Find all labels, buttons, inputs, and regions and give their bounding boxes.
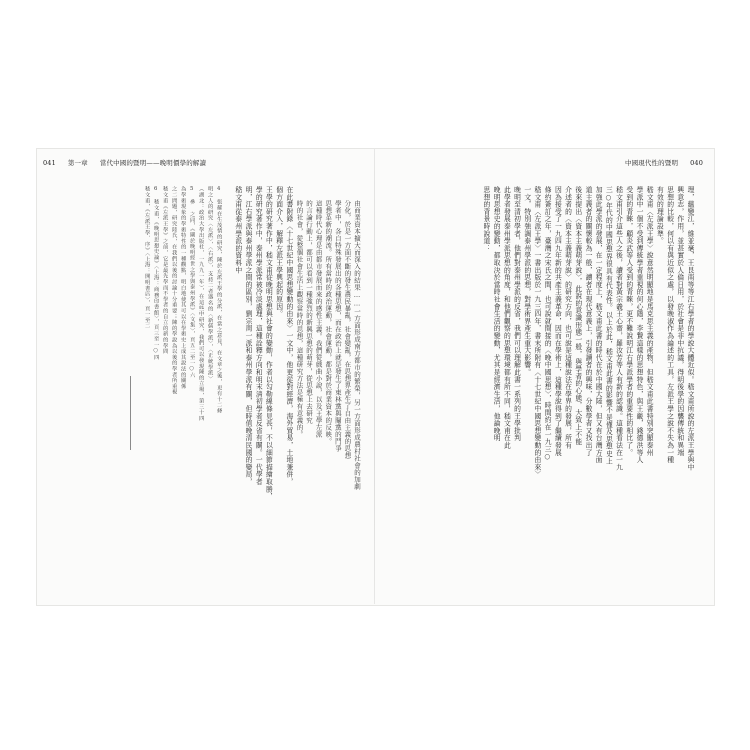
block-quote-line: 思想革新的潮流。所有當時的政治運動，社會運動，都是對於商業資本的反映。 <box>324 200 333 445</box>
text-column: 有效的理論設準。 <box>655 186 664 245</box>
text-column: 思想的背景時說道： <box>481 186 490 252</box>
text-column: 三○年代的中國思想界很具有代表性。以上於此，嵇文甫此書的影響不是僅及思想史上 <box>604 186 613 465</box>
left-page-header <box>43 158 206 167</box>
text-column: 王學的研究著作中，嵇文甫從晚明思想與社會的變動，作者以勾勒線條見長，不以細節描繪取勝， <box>264 186 273 500</box>
block-quote-line: 這種時代心理是由都市發展而來的感性主義。我們從戲曲小說，以及王學左派 <box>314 200 323 438</box>
text-column: 嵇文甫〈左派王學〉說意然明顯地是馬克思主義的產物，但嵇文甫此書特別突顯泰州 <box>645 186 654 457</box>
text-column: 明，江右學派與泰州學派之間的區別，劉宗周一派和泰州學派有關，但時值晚清民國的變局， <box>244 186 253 486</box>
text-column: 條約簽訂之年，臺灣之宋氏之間，也可說就間接的〈晚中國思想〉，時間約在一九三○ <box>543 186 552 462</box>
footnote-line: 5 參 之同，《關於晚明經世之學與泰州學派》〈文集〉，頁五二至一○六 <box>188 186 195 379</box>
left-page-body <box>51 186 361 546</box>
text-column: 嵇文甫引介這些人之後，讀者對黃宗羲王心齋，羅汝芳等人有新的認識。這種看法在一九 <box>614 186 623 471</box>
footnote-line: 為學術現象的學術特性的一種觀點，明白地使其可以在學術史上成其說法的關係 <box>179 186 186 389</box>
text-column: 興意志，作用，並甚實於人倫日用，於社會是非中抗議，得明後學的因襲傳統和異端 <box>675 186 684 457</box>
right-page-header <box>625 158 703 167</box>
block-quote-line: 時的社會，從整個社會生活上觀察當時的思想，這種研究方法是極有意義的。 <box>295 200 304 438</box>
text-column: 此學者發展泰州學派思想的角度，和他們觀察的思想環境都有所不同，嵇文甫在此 <box>502 186 511 449</box>
text-column: 在此書附錄〈十七世紀中國思想變動的由來〉一文中，他更從對經濟，海外貿易，土地兼併， <box>284 186 293 486</box>
right-page <box>375 148 713 604</box>
chapter-label: 第一章 <box>67 159 88 167</box>
text-column: 嵇文甫從泰州學派的資料中 <box>233 186 242 274</box>
footnote-line: 4 張耀在生茂情的研究，陳於左派王學的分派，在當之意見，在文章之後，更有十二條 <box>215 186 222 414</box>
running-title: 中國現代性的暨明 <box>624 159 679 167</box>
text-column: 個方面介入，解釋左派王學興起的原因。 <box>274 186 283 318</box>
text-column: 思想的比較，何以有與近似之處，以發晚淑作為論述的工具，左派王學之說不失為一種 <box>665 186 674 464</box>
footnote-line: 嵇文甫，《左派王學．序》〈上海：開明書店〉，頁一至二 <box>143 186 150 329</box>
text-column: 一文，特別強調泰州學派的思想，對學術界產生重大影響。 <box>522 186 531 376</box>
chapter-title: 當代中國的暨明——晚明價學的解讀 <box>99 159 207 167</box>
text-column: 加強此學派的發展，在一定程度上，嵇文甫此書的時代在於中國大陸，但又有台灣方面 <box>594 186 603 464</box>
block-quote-line: 由商業資本擴大而深入的結果……一方面形成南方都市的繁榮，另一方面形成農村社會的加劇 <box>353 200 361 490</box>
text-column: 晚明思想史的變動，都取決於當時社會生活的變動，尤其是經濟生活，他論晚明 <box>492 186 501 442</box>
block-quote-line: 的言論行動上，都可以看到一種強烈的新興思想的萌芽，從思想上去研究 <box>305 200 314 424</box>
text-column: 受到的青睞，顧炎武等人受到的青睞，更不難說明江右學派學者的重要性的相比了。 <box>624 186 633 457</box>
footnote-rule <box>130 376 131 450</box>
text-column: 晚明至清初學者，他們對泰州學派的反省，我們可以理解此書一系列的王學批判 <box>512 186 521 442</box>
text-column: 因為接受了一九四九年新的共產主義革命，因而在學術上，這種學說得到了繼續發展 <box>553 186 562 457</box>
text-column: 理，蘊變江，維並毫，王艮南等等江右學者的學說大體近似。嵇文甫所說的左派王學與中 <box>686 186 694 471</box>
block-quote-line: 分化，於是一方面不斷的發生農民暴亂，社會變亂，在思想界產生了自由主義的思想 <box>343 200 352 459</box>
block-quote-line: 學者中，各自特殊發展出的各種思想，而在政治上就是發生了東林黨與閹黨的鬥爭 <box>333 200 342 452</box>
left-page <box>37 148 374 604</box>
footnote-line: 之二問題，研究陸氏，在我們以後的討論十分重要；陳的學說為以後的學者所重視 <box>170 186 177 395</box>
right-page-number: 040 <box>690 159 703 167</box>
footnote-line: 明之人的研究〈左派〉，〈右派〉，支持二者器名的〈新儒學派〉，〈正統學派〉 <box>206 186 213 382</box>
text-column: 道主義者的關懷較為一般，讀者在現代意義上，引發讀者的興味，分數學者又找出了 <box>583 186 592 457</box>
left-page-number: 041 <box>43 159 56 167</box>
text-column: 學的研究著作中，泰州學派常被冷淡處理，這種詮釋方向和明末清初學者反省有關。一代學者 <box>254 186 263 486</box>
text-column: 介述者的〈資本主義萌芽說〉的研究方向，也可說是這種說法在學界的發展，所有 <box>563 186 572 449</box>
footnote-line: 6 嵇文甫，《晚明思想史論》〈上海：商務印書館〉，頁三至一○四 <box>152 186 159 360</box>
footnote-line: 嵇文甫《左派王學》之前，它是最先學而不學者的自立的新的學問 <box>161 186 168 355</box>
footnote-line: （湖北：政治大學出版社，一九九一年），在這些中研究，我們可以發現陳的立場，第三十四 <box>197 186 204 422</box>
right-page-body <box>395 186 695 566</box>
text-column: 嵇文甫〈左派王學〉一書出版於一九三四年，書末所附有〈十七世紀中國思想變動的由來〉 <box>532 186 541 478</box>
text-column: 後來提出〈資本主義萌芽說〉，此說的意識形態一般，與學者的心態，大致上不能 <box>573 186 582 446</box>
text-column: 學派中一個不受到傳統學者重視的何心隱，李贄這樣的思想特色，與王畿，錢德洪等人 <box>634 186 643 464</box>
